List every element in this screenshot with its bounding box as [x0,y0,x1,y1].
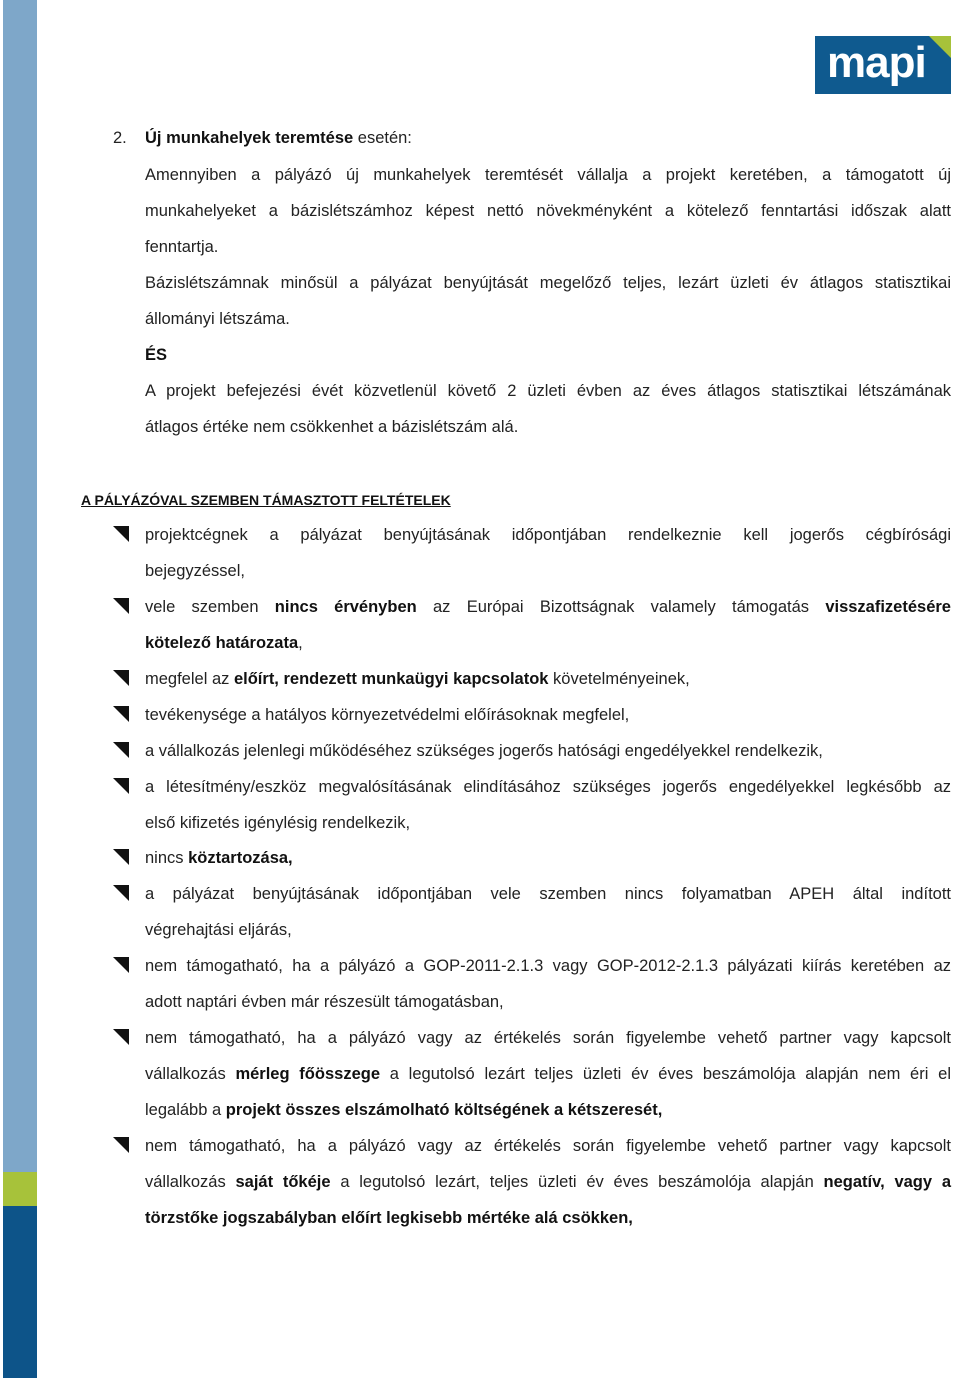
text-run-bold: saját tőkéje [235,1173,331,1191]
sidebar-green-segment [3,1172,37,1206]
condition-line [145,669,690,689]
triangle-bullet-icon [113,706,129,722]
mapi-logo [815,36,951,94]
condition-line: nem támogatható, ha a pályázó vagy az értékelés során figyelembe vehető partner vagy kapcsolt [145,1137,951,1155]
text-run: , [298,634,303,652]
section-number: 2. [113,129,127,147]
text-run: követelményeinek, [548,670,690,688]
condition-line [145,633,303,653]
triangle-bullet-icon [113,849,129,865]
section-title-rest: esetén: [353,129,412,147]
condition-line [145,1208,633,1228]
paragraph-line: A projekt befejezési évét közvetlenül követő 2 üzleti évben az éves átlagos statisztikai létszámának [145,382,951,400]
text-run: legalább a [145,1101,226,1119]
text-run-bold: visszafizetésére [825,598,951,616]
conjunction-es [145,345,167,365]
condition-line: a létesítmény/eszköz megvalósításának elindításához szükséges jogerős engedélyekkel legkésőbb az [145,778,951,796]
condition-line: nem támogatható, ha a pályázó a GOP-2011-2.1.3 vagy GOP-2012-2.1.3 pályázati kiírás keretében az [145,957,951,975]
condition-line: végrehajtási eljárás, [145,921,292,939]
condition-line [145,597,951,617]
text-run: vállalkozás [145,1173,236,1191]
condition-line: projektcégnek a pályázat benyújtásának időpontjában rendelkeznie kell jogerős cégbírósági [145,526,951,544]
text-run: nincs [145,849,189,867]
conditions-heading: A PÁLYÁZÓVAL SZEMBEN TÁMASZTOTT FELTÉTELEK [81,492,451,508]
logo-corner-accent [929,36,951,58]
condition-line [145,1064,951,1084]
text-run-bold: köztartozása, [188,849,293,867]
condition-line [145,1100,662,1120]
text-run: megfelel az [145,670,234,688]
triangle-bullet-icon [113,1029,129,1045]
condition-line: adott naptári évben már részesült támogatásban, [145,993,504,1011]
triangle-bullet-icon [113,957,129,973]
text-run-bold: törzstőke jogszabályban előírt legkisebb mértéke alá csökken, [145,1209,633,1227]
condition-line: tevékenysége a hatályos környezetvédelmi előírásoknak megfelel, [145,706,630,724]
text-run-bold: projekt összes elszámolható költségének a kétszeresét, [225,1101,663,1119]
triangle-bullet-icon [113,778,129,794]
triangle-bullet-icon [113,885,129,901]
section-title-bold: Új munkahelyek teremtése [145,129,354,147]
triangle-bullet-icon [113,670,129,686]
text-run: a legutolsó lezárt teljes üzleti év éves beszámolója alapján nem éri el [380,1065,951,1083]
paragraph-line: munkahelyeket a bázislétszámhoz képest nettó növekményként a kötelező fenntartási időszak alatt [145,202,951,220]
sidebar-light-segment [3,0,37,1172]
paragraph-line: Amennyiben a pályázó új munkahelyek teremtését vállalja a projekt keretében, a támogatott új [145,166,951,184]
es-bold: ÉS [145,346,168,364]
triangle-bullet-icon [113,526,129,542]
decorative-sidebar [3,0,37,1378]
text-run-bold: negatív, vagy a [823,1173,951,1191]
text-run: az Európai Bizottságnak valamely támogatás [416,598,826,616]
sidebar-dark-segment [3,1206,37,1378]
paragraph-line: állományi létszáma. [145,310,290,328]
triangle-bullet-icon [113,1137,129,1153]
text-run-bold: mérleg főösszege [235,1065,380,1083]
condition-line: nem támogatható, ha a pályázó vagy az értékelés során figyelembe vehető partner vagy kapcsolt [145,1029,951,1047]
paragraph-line: Bázislétszámnak minősül a pályázat benyújtását megelőző teljes, lezárt üzleti év átlagos statisztikai [145,274,951,292]
text-run-bold: kötelező határozata [145,634,299,652]
triangle-bullet-icon [113,742,129,758]
text-run: a legutolsó lezárt, teljes üzleti év éves beszámolója alapján [330,1173,824,1191]
condition-line: a vállalkozás jelenlegi működéséhez szükséges jogerős hatósági engedélyekkel rendelkezik, [145,742,823,760]
paragraph-line: átlagos értéke nem csökkenhet a bázislétszám alá. [145,418,519,436]
text-run: vállalkozás [145,1065,236,1083]
condition-line: a pályázat benyújtásának időpontjában vele szemben nincs folyamatban APEH által indított [145,885,951,903]
text-run-bold: nincs érvényben [274,598,417,616]
condition-line: bejegyzéssel, [145,562,245,580]
text-run-bold: előírt, rendezett munkaügyi kapcsolatok [233,670,549,688]
condition-line: első kifizetés igénylésig rendelkezik, [145,814,411,832]
condition-line [145,848,293,868]
paragraph-line: fenntartja. [145,238,219,256]
triangle-bullet-icon [113,598,129,614]
section-title [145,128,412,148]
logo-text: mapi [827,38,926,87]
text-run: vele szemben [145,598,275,616]
condition-line [145,1172,951,1192]
